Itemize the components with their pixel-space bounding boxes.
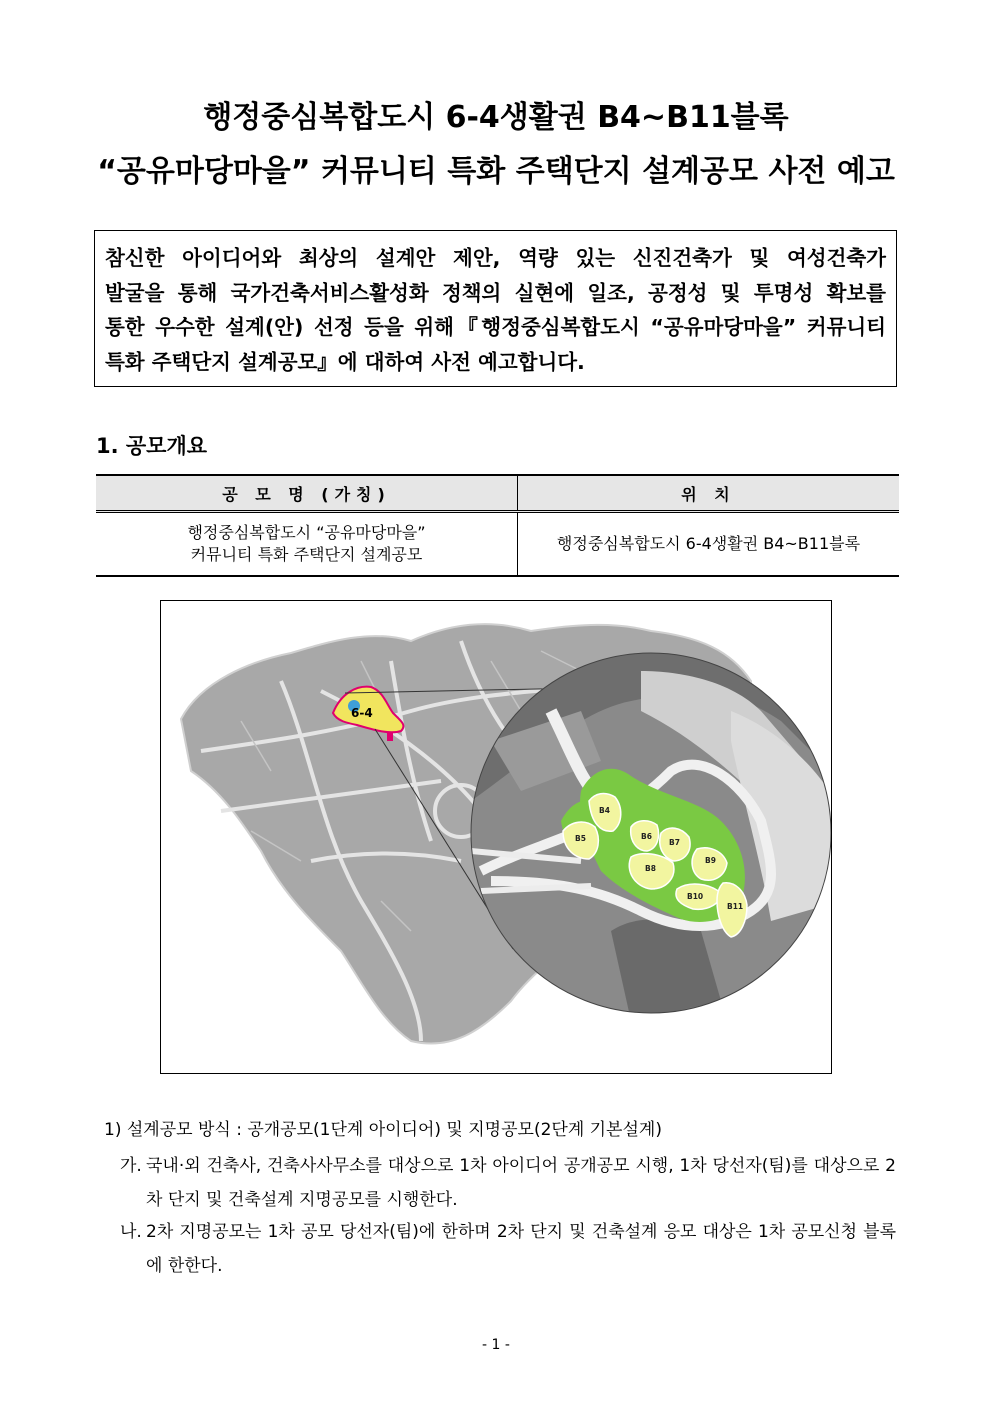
item-text: 2차 지명공모는 1차 공모 당선자(팀)에 한하며 2차 단지 및 건축설계 응모 대상은 1차 공모신청 블록에 한한다. bbox=[146, 1222, 896, 1276]
page-title-line1: 행정중심복합도시 6-4생활권 B4~B11블록 bbox=[203, 100, 789, 135]
cell-location: 행정중심복합도시 6-4생활권 B4~B11블록 bbox=[518, 512, 900, 577]
contest-name-line2: 커뮤니티 특화 주택단지 설계공모 bbox=[190, 545, 423, 564]
block-label-b11: B11 bbox=[727, 902, 744, 911]
list-item bbox=[120, 1215, 896, 1283]
block-label-b7: B7 bbox=[669, 838, 680, 847]
contest-name-line1: 행정중심복합도시 “공유마당마을” bbox=[187, 523, 426, 542]
block-label-b8: B8 bbox=[645, 864, 656, 873]
item-text: 국내·외 건축사, 건축사사무소를 대상으로 1차 아이디어 공개공모 시행, 1차 당선자(팀)를 대상으로 2차 단지 및 건축설계 지명공모를 시행한다. bbox=[146, 1156, 896, 1210]
notice-line: 발굴을 통해 국가건축서비스활성화 정책의 실현에 일조, 공정성 및 투명성 확보를 bbox=[105, 280, 886, 305]
block-label-b10: B10 bbox=[687, 892, 704, 901]
block-label-b6: B6 bbox=[641, 832, 652, 841]
method-heading: 1) 설계공모 방식 : 공개공모(1단계 아이디어) 및 지명공모(2단계 기본설계) bbox=[104, 1120, 662, 1140]
block-label-b5: B5 bbox=[575, 834, 586, 843]
map-graphic bbox=[161, 601, 831, 1073]
zone-label: 6-4 bbox=[351, 706, 373, 720]
block-label-b9: B9 bbox=[705, 856, 716, 865]
item-marker: 나. bbox=[120, 1222, 142, 1242]
site-location-map bbox=[160, 600, 832, 1074]
header-location: 위 치 bbox=[518, 475, 900, 512]
section-heading: 1. 공모개요 bbox=[96, 434, 208, 458]
block-label-b4: B4 bbox=[599, 806, 610, 815]
notice-line: 특화 주택단지 설계공모』에 대하여 사전 예고합니다. bbox=[105, 349, 585, 374]
overview-table bbox=[96, 474, 899, 577]
page-title-line2: “공유마당마을” 커뮤니티 특화 주택단지 설계공모 사전 예고 bbox=[97, 154, 895, 189]
header-name: 공 모 명 (가칭) bbox=[96, 475, 518, 512]
notice-line: 통한 우수한 설계(안) 선정 등을 위해『행정중심복합도시 “공유마당마을” 커뮤니티 bbox=[105, 315, 886, 339]
item-marker: 가. bbox=[120, 1156, 142, 1176]
cell-contest-name bbox=[96, 512, 518, 577]
page-number: - 1 - bbox=[482, 1337, 510, 1353]
table-header-row bbox=[96, 475, 899, 512]
notice-box bbox=[94, 230, 897, 387]
notice-line: 참신한 아이디어와 최상의 설계안 제안, 역량 있는 신진건축가 및 여성건축가 bbox=[105, 246, 886, 270]
list-item bbox=[120, 1149, 896, 1217]
table-row bbox=[96, 512, 899, 577]
